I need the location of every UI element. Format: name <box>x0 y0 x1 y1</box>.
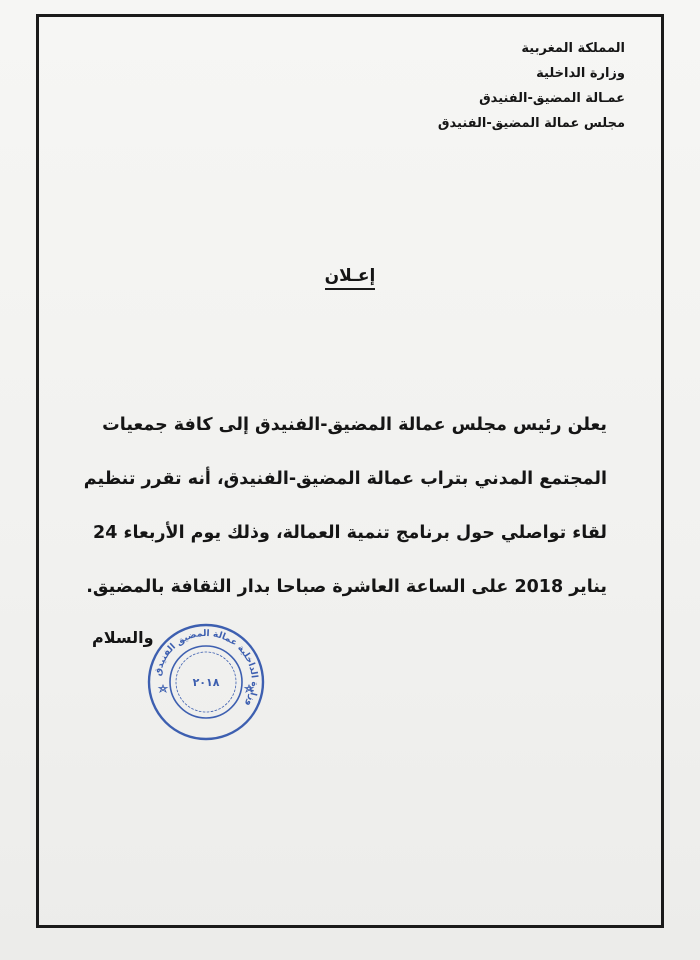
body-line-3: لقاء تواصلي حول برنامج تنمية العمالة، وذلك يوم الأربعاء 24 <box>93 523 607 543</box>
stamp-center-text: ٢٠١٨ <box>192 676 220 689</box>
letterhead <box>325 36 625 136</box>
closing-salutation: والسلام <box>92 628 154 647</box>
announcement-title-text: إعـلان <box>325 266 376 290</box>
letterhead-line-prefecture: عمـالة المضيق-الفنيدق <box>479 91 625 106</box>
stamp-ring-text: وزارة الداخلية عمالة المضيق الفنيدق <box>153 628 260 708</box>
official-stamp <box>146 622 266 742</box>
body-line-1: يعلن رئيس مجلس عمالة المضيق-الفنيدق إلى كافة جمعيات <box>102 415 607 435</box>
stamp-star-left-icon <box>159 685 167 692</box>
body-line-2: المجتمع المدني بتراب عمالة المضيق-الفنيدق، أنه تقرر تنظيم <box>83 469 607 489</box>
announcement-body <box>83 398 607 614</box>
letterhead-line-council: مجلس عمالة المضيق-الفنيدق <box>437 116 625 131</box>
body-line-4: يناير 2018 على الساعة العاشرة صباحا بدار الثقافة بالمضيق. <box>86 577 607 597</box>
letterhead-line-kingdom: المملكة المغربية <box>521 41 625 56</box>
announcement-title <box>300 266 400 286</box>
letterhead-line-ministry: وزارة الداخلية <box>536 66 625 81</box>
